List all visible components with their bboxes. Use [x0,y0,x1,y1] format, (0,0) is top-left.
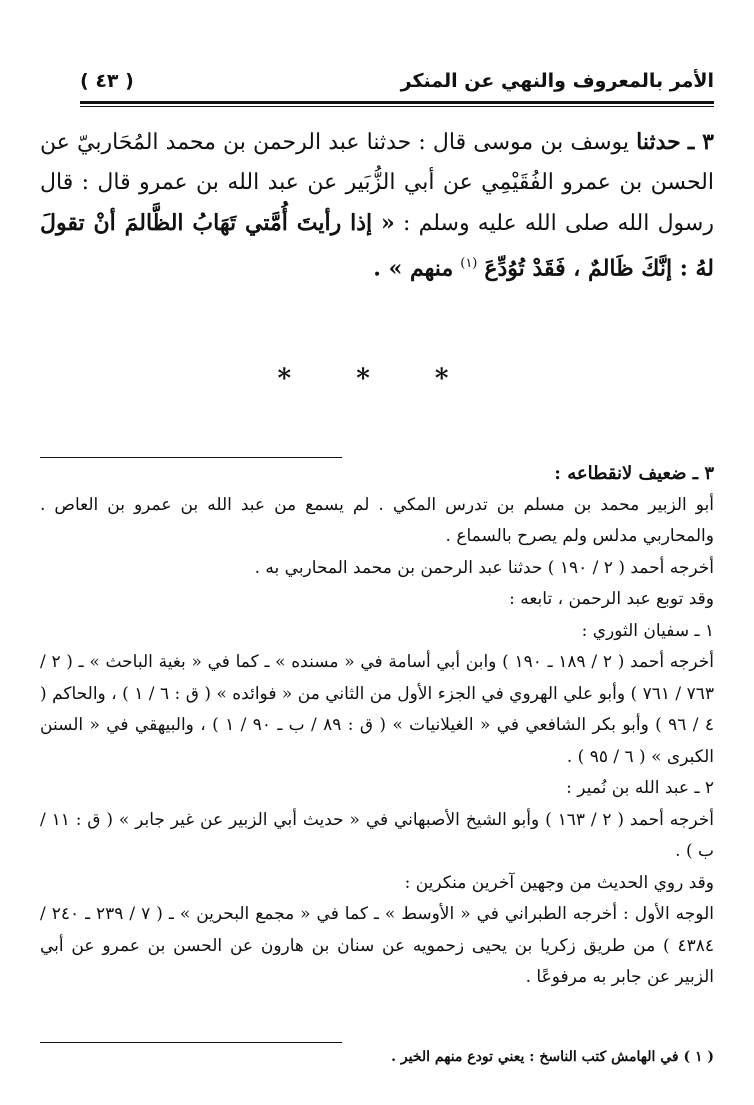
commentary-paragraph: أخرجه أحمد ( ٢ / ١٨٩ ـ ١٩٠ ) وابن أبي أسامة في « مسنده » ـ كما في « بغية الباحث » ـ ( ٢ / ٧٦٣ / ٧٦١ ) وأبو علي الهروي في الجزء الأول من الثاني من « فوائده » ( ق : ٦ / ١ ) ، والحاكم ( ٤ / ٩٦ ) وأبو بكر الشافعي في « الغيلانيات » ( ق : ٨٩ / ب ـ ٩٠ / ١ ) ، والبيهقي في « السنن الكبرى » ( ٦ / ٩٥ ) . [40,652,715,767]
page-number: ( ٤٣ ) [80,70,134,92]
footnote-rule [40,1042,342,1043]
hadith-quote: « إذا رأيتَ أُمَّتي تَهَابُ الظَّالمَ أنْ تقولَ لهُ : إنَّكَ ظَالمٌ ، فَقَدْ تُوُدِّعَ [40,210,714,282]
footnote-reference: (١) [460,256,478,271]
commentary-heading: ٣ ـ ضعيف لانقطاعه : [554,463,714,484]
hadith-text [40,122,714,289]
commentary [40,458,714,994]
commentary-paragraph: ٢ ـ عبد الله بن نُمير : [566,778,714,798]
commentary-paragraph: أبو الزبير محمد بن مسلم بن تدرس المكي . لم يسمع من عبد الله بن عمرو بن العاص . والمحاربي مدلس ولم يصرح بالسماع . [40,494,714,546]
footnote: ( ١ ) في الهامش كتب الناسخ : يعني تودع منهم الخير . [391,1049,714,1065]
commentary-paragraph: الوجه الأول : أخرجه الطبراني في « الأوسط » ـ كما في « مجمع البحرين » ـ ( ٧ / ٢٣٩ ـ ٢٤٠ / ٤٣٨٤ ) من طريق زكريا بن يحيى زحمويه عن سنان بن هارون عن الحسن بن عمرو عن أبي الزبير عن جابر به مرفوعًا . [40,904,714,987]
commentary-paragraph: ١ ـ سفيان الثوري : [581,620,714,641]
section-separator-stars: * * * [277,364,477,394]
hadith-number: ٣ ـ [687,129,714,155]
running-header [80,70,714,100]
hadith-quote-end: منهم » . [373,255,454,282]
hadith-isnad: يوسف بن موسى قال : حدثنا عبد الرحمن بن محمد المُحَاربيّ عن الحسن بن عمرو الفُقَيْمِي عن أبي الزُّبَير عن عبد الله بن عمرو قال : قال رسول الله صلى الله عليه وسلم : [40,130,714,236]
commentary-paragraph: أخرجه أحمد ( ٢ / ١٩٠ ) حدثنا عبد الرحمن بن محمد المحاربي به . [254,557,714,578]
commentary-paragraph: وقد روي الحديث من وجهين آخرين منكرين : [404,872,714,893]
header-rule-thin [80,106,714,107]
header-rule-thick [80,101,714,104]
haddathana-word: حدثنا [636,129,681,155]
commentary-paragraph: أخرجه أحمد ( ٢ / ١٦٣ ) وأبو الشيخ الأصبهاني في « حديث أبي الزبير عن غير جابر » ( ق : ١١ / ب ) . [40,809,714,861]
commentary-paragraph: وقد توبع عبد الرحمن ، تابعه : [509,589,714,609]
header-title: الأمر بالمعروف والنهي عن المنكر [400,70,714,92]
